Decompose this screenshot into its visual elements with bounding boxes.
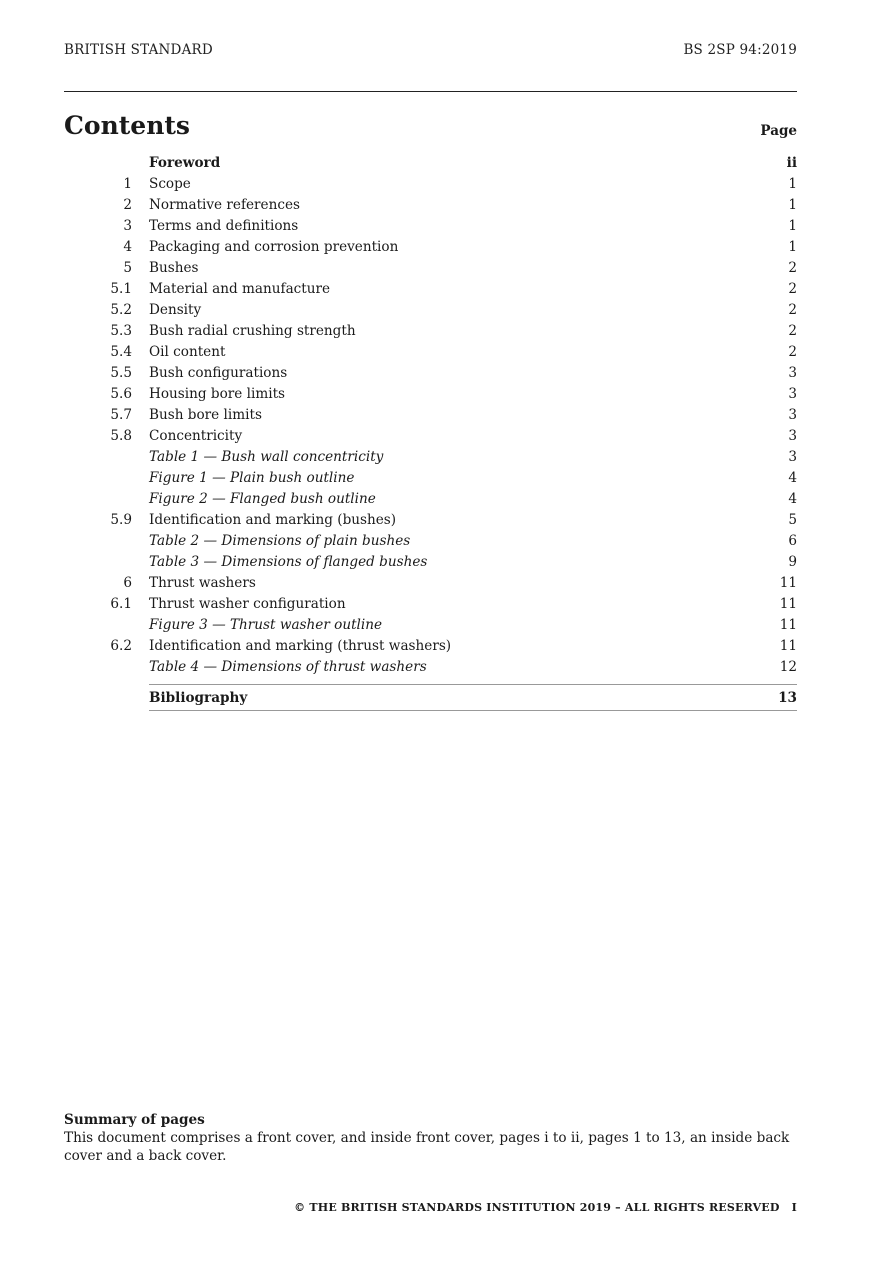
toc-entry-page: 1: [788, 218, 797, 234]
toc-entry-page: 4: [788, 470, 797, 486]
toc-entry-title: Bush radial crushing strength: [149, 323, 356, 339]
toc-entry[interactable]: [64, 636, 797, 657]
toc-entry-page: 1: [788, 176, 797, 192]
toc-entry-number: 6.2: [110, 638, 132, 654]
toc-entry-figure[interactable]: [64, 489, 797, 510]
toc-entry-title: Bush bore limits: [149, 407, 262, 423]
toc-entry-title: Thrust washer configuration: [149, 596, 346, 612]
header-rule: [64, 91, 797, 92]
toc-entry-title: Density: [149, 302, 202, 318]
toc-entry-bibliography[interactable]: [149, 684, 797, 711]
toc-entry-page: 5: [788, 512, 797, 528]
toc-entry-table[interactable]: [64, 531, 797, 552]
toc-entry[interactable]: [64, 300, 797, 321]
page-column-label: Page: [760, 123, 797, 139]
toc-entry-figure[interactable]: [64, 615, 797, 636]
toc-entry[interactable]: [64, 279, 797, 300]
toc-entry-title: Figure 3 — Thrust washer outline: [149, 617, 383, 633]
toc-entry-page: 4: [788, 491, 797, 507]
toc-entry-table[interactable]: [64, 657, 797, 678]
toc-entry-page: 11: [779, 575, 797, 591]
copyright-notice: © THE BRITISH STANDARDS INSTITUTION 2019 – ALL RIGHTS RESERVED: [294, 1201, 780, 1214]
toc-entry[interactable]: [64, 384, 797, 405]
toc-entry-page: 2: [788, 344, 797, 360]
toc-entry-number: 5.3: [110, 323, 132, 339]
toc-entry-page: 1: [788, 239, 797, 255]
toc-entry-page: 11: [779, 617, 797, 633]
table-of-contents: [64, 153, 797, 711]
toc-entry-title: Terms and definitions: [149, 218, 299, 234]
toc-entry-title: Bibliography: [149, 689, 248, 706]
toc-entry-page: 3: [788, 428, 797, 444]
toc-entry[interactable]: [64, 426, 797, 447]
toc-entry-number: 4: [123, 239, 132, 255]
toc-entry-page: 3: [788, 407, 797, 423]
toc-entry-number: 5: [123, 260, 132, 276]
toc-entry-title: Table 2 — Dimensions of plain bushes: [149, 533, 411, 549]
summary-heading: Summary of pages: [64, 1112, 205, 1128]
toc-entry-number: 3: [123, 218, 132, 234]
toc-entry-title: Table 4 — Dimensions of thrust washers: [149, 659, 427, 675]
toc-entry-page: 11: [779, 638, 797, 654]
toc-entry-number: 1: [123, 176, 132, 192]
toc-entry-number: 5.1: [110, 281, 132, 297]
toc-entry-title: Figure 1 — Plain bush outline: [149, 470, 355, 486]
toc-entry-page: 3: [788, 386, 797, 402]
toc-entry-page: 2: [788, 281, 797, 297]
toc-entry-foreword[interactable]: [64, 153, 797, 174]
toc-entry-title: Packaging and corrosion prevention: [149, 239, 399, 255]
header-standard-number: BS 2SP 94:2019: [683, 42, 797, 58]
toc-entry-title: Normative references: [149, 197, 300, 213]
toc-entry-title: Scope: [149, 176, 191, 192]
toc-entry[interactable]: [64, 573, 797, 594]
toc-entry-title: Thrust washers: [149, 575, 256, 591]
summary-text: This document comprises a front cover, and inside front cover, pages i to ii, pages 1 to 13, an inside back cover and a back cover.: [64, 1130, 790, 1164]
toc-entry[interactable]: [64, 195, 797, 216]
toc-entry-number: 5.6: [110, 386, 132, 402]
page-number: I: [791, 1201, 797, 1214]
toc-entry-number: 5.5: [110, 365, 132, 381]
toc-entry-title: Housing bore limits: [149, 386, 286, 402]
toc-entry[interactable]: [64, 594, 797, 615]
toc-entry[interactable]: [64, 510, 797, 531]
toc-entry-page: 12: [779, 659, 797, 675]
toc-entry-table[interactable]: [64, 447, 797, 468]
toc-entry-number: 5.7: [110, 407, 132, 423]
header-publisher: BRITISH STANDARD: [64, 42, 213, 58]
toc-entry-title: Table 1 — Bush wall concentricity: [149, 449, 384, 465]
toc-entry-page: ii: [786, 155, 797, 171]
toc-entry-number: 5.4: [110, 344, 132, 360]
toc-entry[interactable]: [64, 363, 797, 384]
toc-entry-number: 2: [123, 197, 132, 213]
contents-title: Contents: [64, 111, 191, 140]
toc-entry[interactable]: [64, 342, 797, 363]
toc-entry-table[interactable]: [64, 552, 797, 573]
toc-entry-title: Concentricity: [149, 428, 243, 444]
summary-of-pages: [64, 1111, 797, 1165]
toc-entry-title: Oil content: [149, 344, 226, 360]
toc-entry-title: Table 3 — Dimensions of flanged bushes: [149, 554, 428, 570]
running-header: [64, 42, 797, 58]
toc-entry-title: Bush configurations: [149, 365, 288, 381]
toc-entry-number: 6.1: [110, 596, 132, 612]
toc-entry-page: 1: [788, 197, 797, 213]
toc-entry-number: 5.9: [110, 512, 132, 528]
toc-entry-page: 2: [788, 260, 797, 276]
toc-entry-title: Foreword: [149, 155, 221, 171]
toc-entry[interactable]: [64, 258, 797, 279]
toc-entry-page: 13: [778, 689, 797, 706]
toc-entry-title: Identification and marking (thrust washers): [149, 638, 452, 654]
toc-entry-page: 3: [788, 449, 797, 465]
toc-entry-title: Material and manufacture: [149, 281, 331, 297]
toc-entry[interactable]: [64, 405, 797, 426]
toc-entry-number: 6: [123, 575, 132, 591]
toc-entry-page: 2: [788, 302, 797, 318]
page-footer: [294, 1201, 797, 1214]
toc-entry-title: Figure 2 — Flanged bush outline: [149, 491, 376, 507]
toc-entry[interactable]: [64, 237, 797, 258]
toc-entry-page: 2: [788, 323, 797, 339]
toc-entry-number: 5.2: [110, 302, 132, 318]
toc-entry-figure[interactable]: [64, 468, 797, 489]
toc-entry-title: Bushes: [149, 260, 199, 276]
toc-entry-page: 3: [788, 365, 797, 381]
toc-entry-number: 5.8: [110, 428, 132, 444]
toc-entry[interactable]: [64, 174, 797, 195]
toc-entry-page: 9: [788, 554, 797, 570]
toc-entry-title: Identification and marking (bushes): [149, 512, 397, 528]
toc-entry-page: 11: [779, 596, 797, 612]
toc-entry-page: 6: [788, 533, 797, 549]
toc-entry[interactable]: [64, 216, 797, 237]
toc-entry[interactable]: [64, 321, 797, 342]
